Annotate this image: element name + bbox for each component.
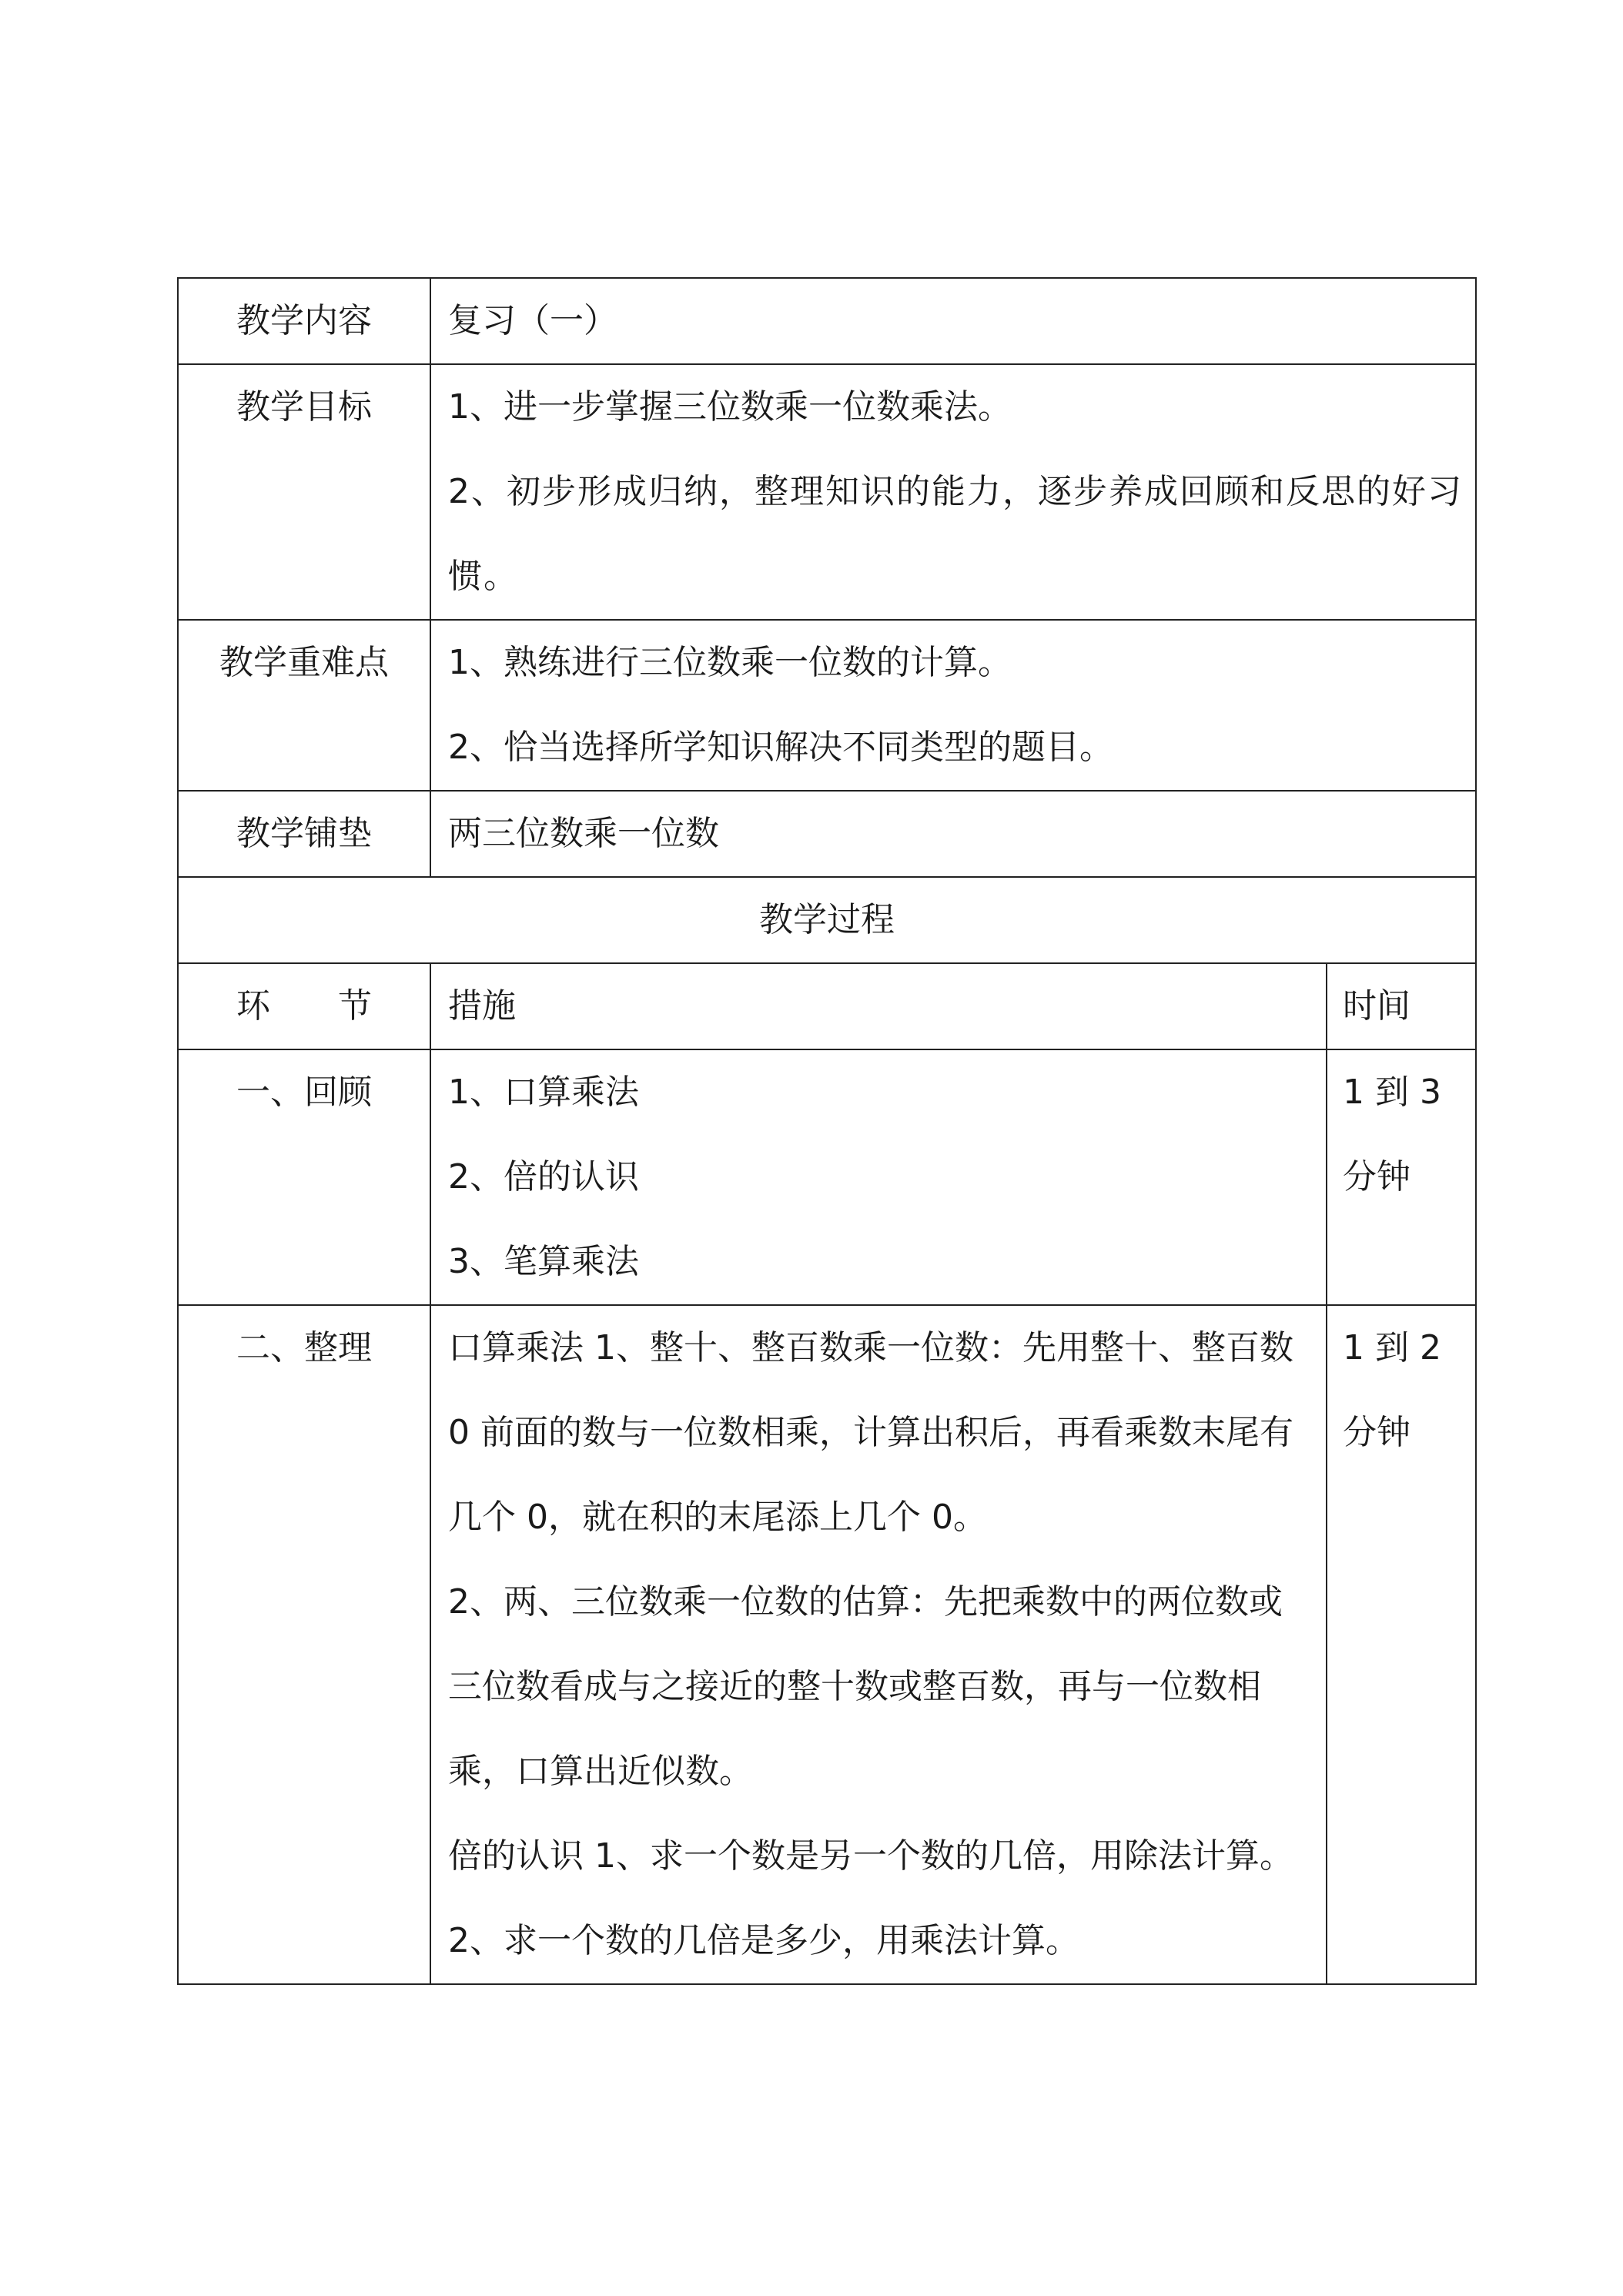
value-key-points <box>430 620 1476 791</box>
measure-item: 2、求一个数的几倍是多少，用乘法计算。 <box>448 1921 1079 1960</box>
row-process-title <box>178 877 1476 963</box>
header-stage: 环 节 <box>178 963 430 1049</box>
measure-item: 2、倍的认识 <box>448 1157 639 1197</box>
goal-item: 1、进一步掌握三位数乘一位数乘法。 <box>448 387 1012 427</box>
stage-name: 二、整理 <box>178 1305 430 1984</box>
label-key-points: 教学重难点 <box>178 620 430 791</box>
measure-item: 1、口算乘法 <box>448 1073 639 1112</box>
teaching-content-text: 复习（一） <box>448 301 617 340</box>
row-teaching-content <box>178 278 1476 364</box>
stage-time: 1 到 2 分钟 <box>1327 1305 1476 1984</box>
row-process-header <box>178 963 1476 1049</box>
stage-time: 1 到 3 分钟 <box>1327 1049 1476 1305</box>
measure-item: 口算乘法 1、整十、整百数乘一位数：先用整十、整百数 0 前面的数与一位数相乘，计算出积后，再看乘数末尾有几个 0，就在积的末尾添上几个 0。 <box>448 1328 1293 1537</box>
key-point-item: 1、熟练进行三位数乘一位数的计算。 <box>448 643 1012 682</box>
measure-item: 2、两、三位数乘一位数的估算：先把乘数中的两位数或三位数看成与之接近的整十数或整百数，再与一位数相乘，口算出近似数。 <box>448 1582 1283 1791</box>
stage-measures <box>430 1305 1327 1984</box>
row-foundation <box>178 791 1476 877</box>
header-measure <box>430 963 1327 1049</box>
row-stage-organize <box>178 1305 1476 1984</box>
measure-item: 3、笔算乘法 <box>448 1242 639 1281</box>
header-time: 时间 <box>1327 963 1476 1049</box>
measure-item: 倍的认识 1、求一个数是另一个数的几倍，用除法计算。 <box>448 1836 1293 1876</box>
goal-item: 2、初步形成归纳，整理知识的能力，逐步养成回顾和反思的好习惯。 <box>448 472 1463 596</box>
value-teaching-content <box>430 278 1476 364</box>
stage-measures <box>430 1049 1327 1305</box>
key-point-item: 2、恰当选择所学知识解决不同类型的题目。 <box>448 728 1113 767</box>
value-teaching-goals <box>430 364 1476 620</box>
foundation-text: 两三位数乘一位数 <box>448 814 719 853</box>
lesson-plan-table <box>177 277 1477 1985</box>
header-measure-text: 措施 <box>448 986 516 1026</box>
value-foundation <box>430 791 1476 877</box>
row-key-points <box>178 620 1476 791</box>
process-title: 教学过程 <box>178 877 1476 963</box>
row-stage-review <box>178 1049 1476 1305</box>
label-foundation: 教学铺垫 <box>178 791 430 877</box>
label-teaching-content: 教学内容 <box>178 278 430 364</box>
row-teaching-goals <box>178 364 1476 620</box>
label-teaching-goals: 教学目标 <box>178 364 430 620</box>
stage-name: 一、回顾 <box>178 1049 430 1305</box>
